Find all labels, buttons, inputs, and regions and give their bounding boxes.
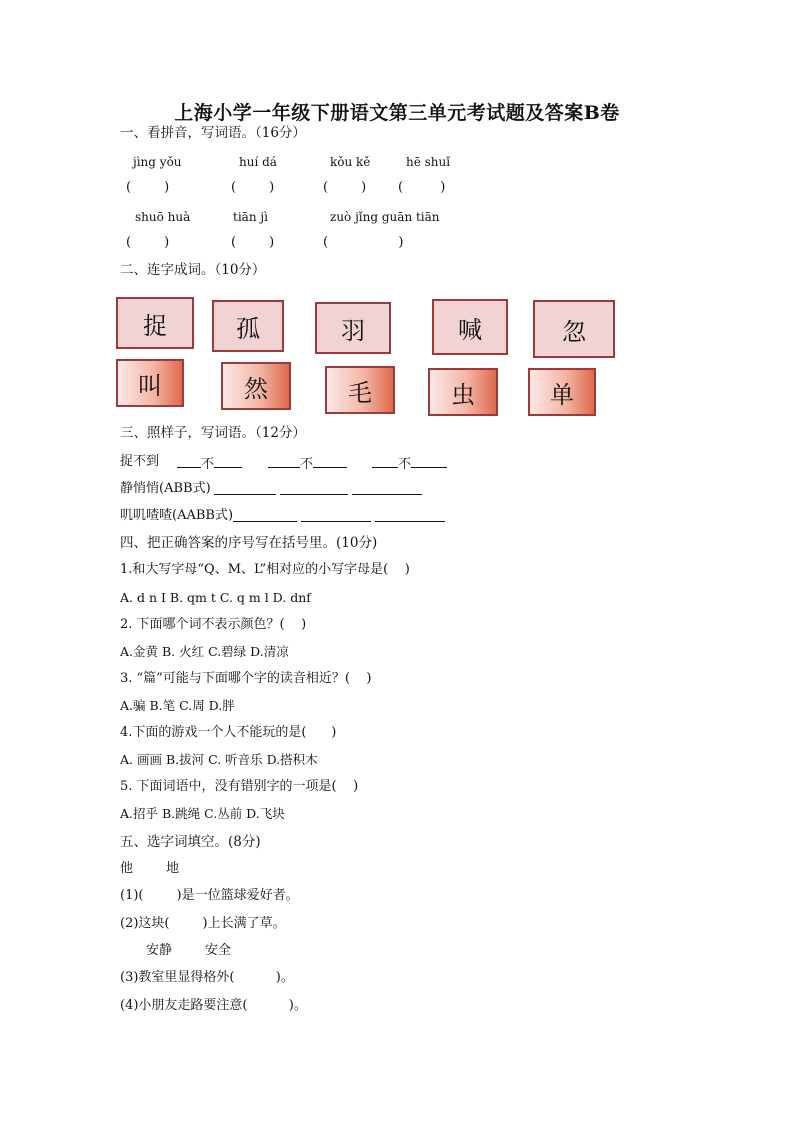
section3-heading: 三、照样子，写词语。（12分）: [120, 425, 306, 441]
answer-paren-1[interactable]: ( ): [126, 180, 170, 195]
char-box[interactable]: 叫: [116, 359, 184, 407]
answer-paren-3[interactable]: ( ): [323, 180, 367, 195]
question-1: 1.和大写字母“Q、M、L”相对应的小写字母是( ): [120, 562, 410, 577]
answer-paren-6[interactable]: ( ): [231, 235, 275, 250]
char-box[interactable]: 孤: [212, 300, 284, 352]
question-3: 3. “篇”可能与下面哪个字的读音相近？( ): [120, 671, 372, 686]
word-choices-1: 他 地: [120, 861, 180, 876]
section1-heading: 一、看拼音，写词语。（16分）: [120, 125, 306, 141]
char-box[interactable]: 单: [528, 368, 596, 416]
section2-heading: 二、连字成词。（10分）: [120, 262, 266, 278]
answer-paren-2[interactable]: ( ): [231, 180, 275, 195]
char-box[interactable]: 捉: [116, 297, 194, 349]
options-4: A. 画画 B.拔河 C. 听音乐 D.搭积木: [120, 752, 318, 767]
char-box[interactable]: 然: [221, 362, 291, 410]
options-2: A.金黄 B. 火红 C.碧绿 D.清凉: [120, 644, 289, 659]
pinyin-6: tiān jì: [233, 210, 268, 224]
question-5: 5. 下面词语中，没有错别字的一项是( ): [120, 779, 359, 794]
answer-paren-5[interactable]: ( ): [126, 235, 170, 250]
question-2: 2. 下面哪个词不表示颜色？( ): [120, 617, 307, 632]
word-choices-2: 安静 安全: [146, 943, 232, 958]
section5-heading: 五、选字词填空。(8分): [120, 834, 261, 850]
pinyin-7: zuò jǐng guān tiān: [330, 210, 440, 224]
options-5: A.招乎 B.跳绳 C.丛前 D.飞块: [120, 806, 285, 821]
fill-sentence-3: (3)教室里显得格外( )。: [120, 970, 294, 985]
pinyin-2: huí dá: [239, 155, 277, 169]
pinyin-1: jìng yǒu: [133, 155, 182, 169]
document-title: 上海小学一年级下册语文第三单元考试题及答案B卷: [174, 102, 620, 124]
char-box[interactable]: 毛: [325, 366, 395, 414]
pinyin-5: shuō huà: [135, 210, 191, 224]
blank-group-1[interactable]: 不: [177, 454, 242, 473]
answer-paren-7[interactable]: ( ): [323, 235, 404, 250]
fill-sentence-4: (4)小朋友走路要注意( )。: [120, 998, 307, 1013]
options-3: A.骗 B.笔 C.周 D.胖: [120, 698, 235, 713]
fill-sentence-1: (1)( )是一位篮球爱好者。: [120, 888, 299, 903]
options-1: A. d n I B. qm t C. q m l D. dnf: [120, 590, 311, 605]
char-box[interactable]: 虫: [428, 368, 498, 416]
aabb-blanks[interactable]: [233, 508, 445, 527]
pinyin-4: hē shuǐ: [406, 155, 451, 169]
answer-paren-4[interactable]: ( ): [398, 180, 446, 195]
pinyin-3: kǒu kě: [330, 155, 371, 169]
char-box[interactable]: 喊: [432, 299, 508, 355]
example-word: 捉不到: [120, 454, 160, 469]
aabb-label: 叽叽喳喳(AABB式): [120, 508, 234, 523]
abb-blanks[interactable]: [214, 481, 422, 500]
fill-sentence-2: (2)这块( )上长满了草。: [120, 916, 286, 931]
question-4: 4.下面的游戏一个人不能玩的是( ): [120, 725, 337, 740]
blank-group-2[interactable]: 不: [268, 454, 347, 473]
blank-group-3[interactable]: 不: [372, 454, 447, 473]
char-box[interactable]: 羽: [315, 302, 391, 354]
abb-label: 静悄悄(ABB式): [120, 481, 211, 496]
section4-heading: 四、把正确答案的序号写在括号里。(10分): [120, 535, 378, 551]
char-box[interactable]: 忽: [533, 300, 615, 358]
